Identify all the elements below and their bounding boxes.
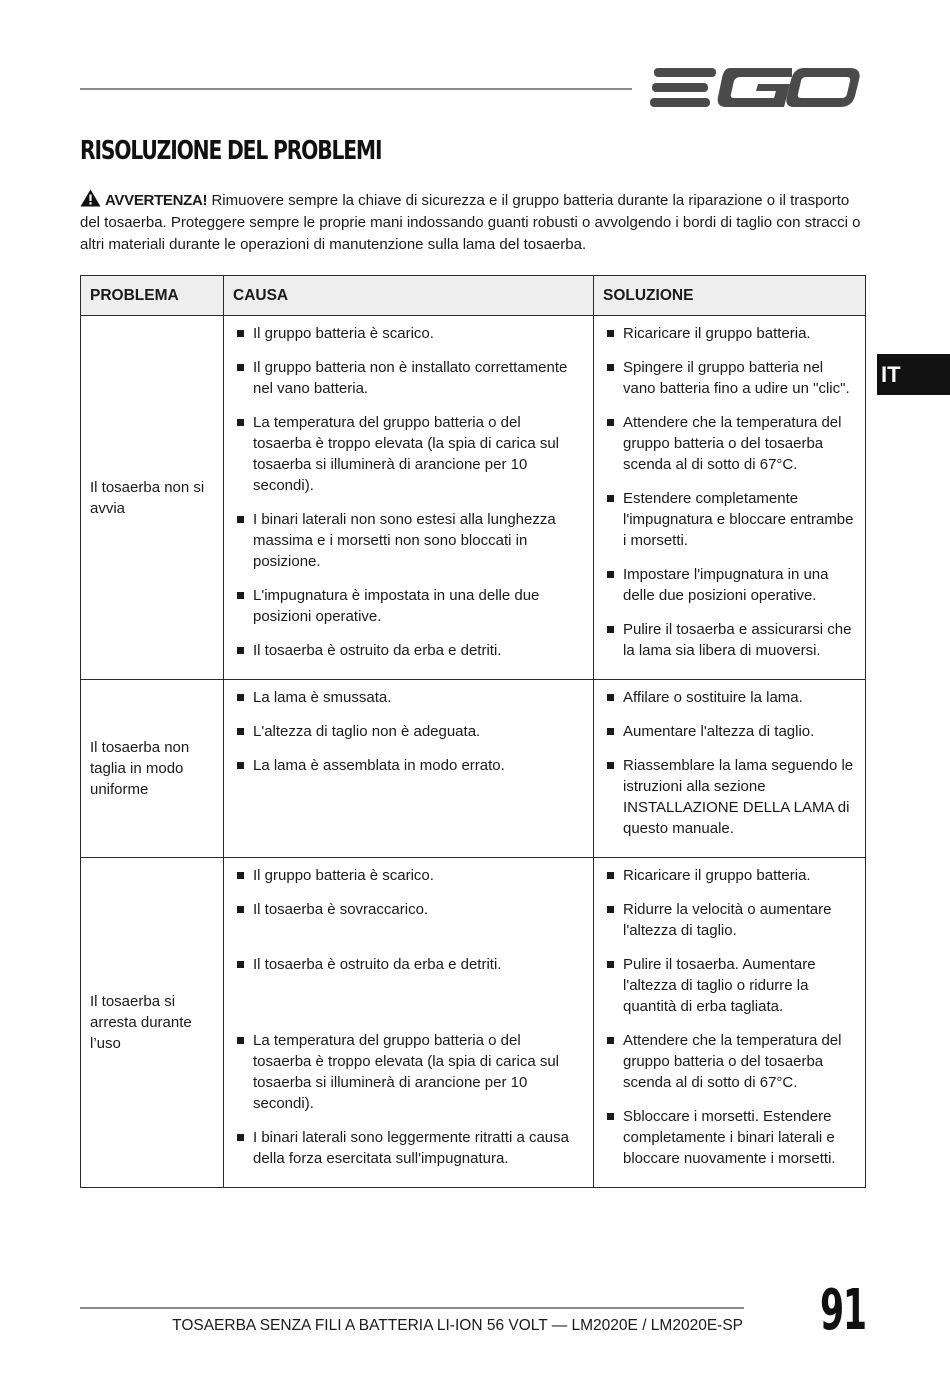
- solution-item: Spingere il gruppo batteria nel vano batteria fino a udire un "clic".: [604, 357, 855, 399]
- language-tab: IT: [877, 354, 950, 395]
- cause-item: I binari laterali non sono estesi alla lunghezza massima e i morsetti non sono bloccati in posizione.: [234, 509, 583, 572]
- ego-logo: [650, 62, 862, 114]
- solution-item: Riassemblare la lama seguendo le istruzioni alla sezione INSTALLAZIONE DELLA LAMA di questo manuale.: [604, 755, 855, 839]
- solution-item: Pulire il tosaerba e assicurarsi che la lama sia libera di muoversi.: [604, 619, 855, 661]
- column-header-solution: SOLUZIONE: [594, 276, 866, 316]
- table-row: [81, 858, 866, 1188]
- header-rule: [80, 88, 632, 90]
- solution-item: Pulire il tosaerba. Aumentare l'altezza di taglio o ridurre la quantità di erba tagliata.: [604, 954, 855, 1017]
- column-header-problem: PROBLEMA: [81, 276, 224, 316]
- warning-paragraph: [80, 189, 865, 256]
- cause-cell: [224, 858, 594, 1188]
- cause-item: La lama è smussata.: [234, 687, 583, 708]
- solution-item: Affilare o sostituire la lama.: [604, 687, 855, 708]
- footer-rule: [80, 1307, 744, 1309]
- cause-item: L'impugnatura è impostata in una delle due posizioni operative.: [234, 585, 583, 627]
- table-row: [81, 316, 866, 680]
- cause-item: Il gruppo batteria è scarico.: [234, 323, 583, 344]
- footer-product-text: TOSAERBA SENZA FILI A BATTERIA LI-ION 56 VOLT — LM2020E / LM2020E-SP: [172, 1317, 743, 1334]
- cause-item: Il tosaerba è sovraccarico.: [234, 899, 583, 920]
- column-header-cause: CAUSA: [224, 276, 594, 316]
- cause-item: La temperatura del gruppo batteria o del tosaerba è troppo elevata (la spia di carica sul tosaerba si illuminerà di arancione per 10 secondi).: [234, 412, 583, 496]
- solution-cell: [594, 316, 866, 680]
- problem-cell: Il tosaerba non taglia in modo uniforme: [81, 680, 224, 858]
- solution-cell: [594, 858, 866, 1188]
- cause-item: Il tosaerba è ostruito da erba e detriti.: [234, 954, 583, 975]
- cause-item: Il tosaerba è ostruito da erba e detriti.: [234, 640, 583, 661]
- problem-cell: Il tosaerba si arresta durante l’uso: [81, 858, 224, 1188]
- problem-cell: Il tosaerba non si avvia: [81, 316, 224, 680]
- solution-item: Aumentare l'altezza di taglio.: [604, 721, 855, 742]
- troubleshooting-table: [80, 275, 866, 1188]
- solution-item: Attendere che la temperatura del gruppo batteria o del tosaerba scenda al di sotto di 67°C.: [604, 412, 855, 475]
- solution-item: Estendere completamente l'impugnatura e bloccare entrambe i morsetti.: [604, 488, 855, 551]
- page-number: 91: [820, 1278, 866, 1343]
- cause-item: L'altezza di taglio non è adeguata.: [234, 721, 583, 742]
- cause-item: Il gruppo batteria è scarico.: [234, 865, 583, 886]
- solution-item: Sbloccare i morsetti. Estendere completamente i binari laterali e bloccare nuovamente i morsetti.: [604, 1106, 855, 1169]
- table-row: [81, 680, 866, 858]
- warning-label: AVVERTENZA!: [105, 192, 208, 209]
- cause-cell: [224, 680, 594, 858]
- cause-item: Il gruppo batteria non è installato correttamente nel vano batteria.: [234, 357, 583, 399]
- cause-item: I binari laterali sono leggermente ritratti a causa della forza esercitata sull'impugnatura.: [234, 1127, 583, 1169]
- cause-item: La lama è assemblata in modo errato.: [234, 755, 583, 776]
- cause-item: La temperatura del gruppo batteria o del tosaerba è troppo elevata (la spia di carica sul tosaerba si illuminerà di arancione per 10 secondi).: [234, 1030, 583, 1114]
- cause-cell: [224, 316, 594, 680]
- solution-item: Ridurre la velocità o aumentare l'altezza di taglio.: [604, 899, 855, 941]
- solution-cell: [594, 680, 866, 858]
- warning-text: Rimuovere sempre la chiave di sicurezza e il gruppo batteria durante la riparazione o il trasporto del tosaerba. Proteggere sempre le proprie mani indossando guanti robusti o avvolgendo i bordi di taglio con stracci o altri materiali durante le operazioni di manutenzione sulla lama del tosaerba.: [80, 192, 861, 253]
- solution-item: Ricaricare il gruppo batteria.: [604, 323, 855, 344]
- solution-item: Ricaricare il gruppo batteria.: [604, 865, 855, 886]
- solution-item: Attendere che la temperatura del gruppo batteria o del tosaerba scenda al di sotto di 67°C.: [604, 1030, 855, 1093]
- table-header-row: [81, 276, 866, 316]
- page-title: RISOLUZIONE DEL PROBLEMI: [80, 136, 382, 166]
- solution-item: Impostare l'impugnatura in una delle due posizioni operative.: [604, 564, 855, 606]
- warning-triangle-icon: [80, 189, 101, 207]
